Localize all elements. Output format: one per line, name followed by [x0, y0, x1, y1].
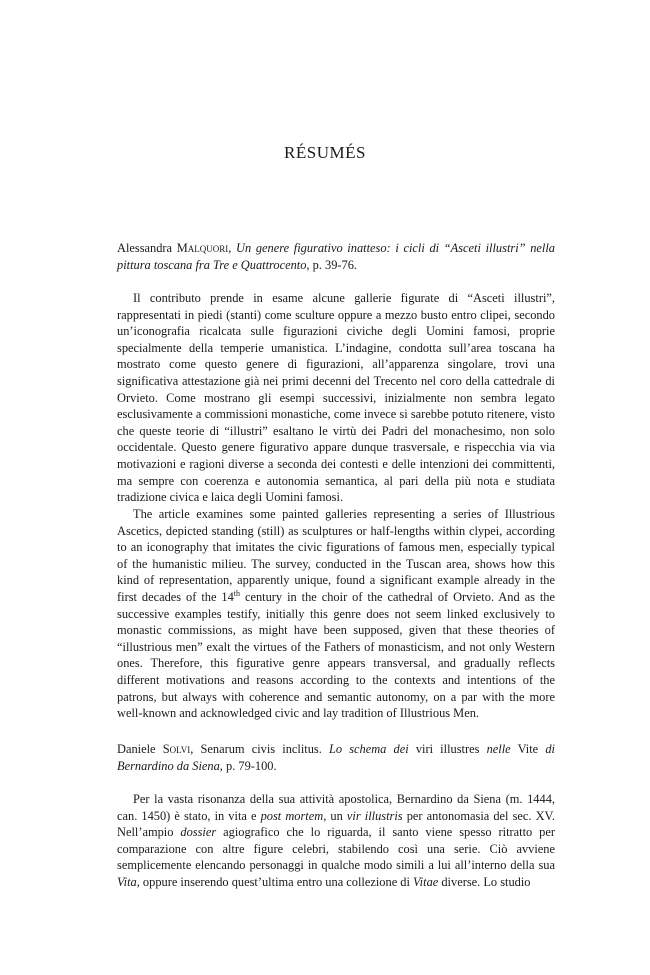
abstract-english-part: century in the choir of the cathedral of Orvieto. And as the successive examples testify, initially this genre does not seem linked exclusively to monastic commissions, as might have been supposed, given that these theories of “illustrious men” exalt the virtues of the Fathers of monasticism, and not only Western ones. Therefore, this figurative genre appears transversal, and gradually reflects different motivations and reasons according to the contexts and intentions of the patrons, but always with coherence and semantic autonomy, on a par with the more well-known and acknowledged civic and lay tradition of Illustrious Men.	[117, 589, 555, 721]
abstract-italic: post mortem	[260, 808, 324, 823]
abstract-english	[117, 506, 555, 722]
abstract-text: diverse. Lo studio	[438, 874, 531, 889]
article-title: Un genere figurativo inatteso: i cicli di “Asceti illustri” nella pittura toscana fra Tre e Quattrocento	[117, 241, 555, 272]
abstract-text: , un	[323, 808, 347, 823]
entry-citation: Alessandra Malquori, Un genere figurativo inatteso: i cicli di “Asceti illustri” nella pittura toscana fra Tre e Quattrocento, p. 39-76.	[117, 241, 555, 272]
section-heading: RÉSUMÉS	[284, 143, 366, 162]
page-range: , p. 39-76.	[306, 257, 358, 272]
author-first-name: Alessandra	[117, 241, 173, 255]
page-range: , p. 79-100.	[219, 758, 277, 773]
abstract-italic: dossier	[180, 825, 217, 840]
abstract-italian	[117, 791, 555, 891]
title-italic: nelle	[486, 742, 511, 756]
author-last-name: Malquori	[176, 241, 229, 255]
abstract-text: per antonomasia del sec. XV. Nell’ampio	[117, 808, 555, 840]
abstract-text: , oppure inserendo quest’ultima entro una collezione di	[136, 874, 414, 889]
abstract-english-part: The article examines some painted galleries representing a series of Illustrious Ascetics, depicted standing (still) as sculptures or half-lengths within clypei, according to an iconography that imitates the civic figurations of famous men, especially typical of the humanistic milieu. The survey, conducted in the Tuscan area, shows how this kind of representation, apparently unique, found a significant example already in the first decades of the 14	[117, 507, 555, 604]
abstract-italic: Vitae	[413, 874, 439, 889]
abstract-text: Per la vasta risonanza della sua attività apostolica, Bernardino da Siena (m. 1444, can. 1450) è stato, in vita e	[117, 792, 555, 823]
title-roman: viri illustres	[408, 742, 487, 756]
abstract-italian: Il contributo prende in esame alcune gallerie figurate di “Asceti illustri”, rappresentati in piedi (stanti) come sculture oppure a mezzo busto entro clipei, secondo un’iconografia ricalcata sulle figurazioni civiche degli Uomini famosi, proprie specialmente della temperie umanistica. L’indagine, condotta sull’area toscana ha mostrato come questo genere di figurazioni, all’apparenza singolare, trovi una significativa attestazione già nei primi decenni del Trecento nel coro della cattedrale di Orvieto. Come mostrano gli esempi successivi, inizialmente non sembra legato esclusivamente a commissioni monastiche, come invece si sarebbe potuto ritenere, visto che queste teorie di “illustri” esaltano le virtù dei Padri del monachesimo, non solo occidentale. Questo genere figurativo appare dunque trasversale, e rispecchia via via motivazioni e ragioni diverse a seconda dei contesti e delle intenzioni dei committenti, ma sempre con coerenza e autonomia semantica, al pari della più nota e studiata tradizione civica e laica degli Uomini famosi.	[117, 291, 555, 505]
title-roman: Senarum civis inclitus	[200, 742, 319, 756]
author-first-name: Daniele	[117, 742, 156, 756]
title-roman: Vite	[510, 742, 546, 756]
ordinal-suffix: th	[233, 588, 241, 598]
title-roman: .	[318, 742, 329, 756]
title-italic: Lo schema dei	[328, 742, 409, 756]
abstract-text: agiografico che lo riguarda, il santo viene spesso ritratto per comparazione con altre figure celebri, stabilendo così una serie. Ciò avviene semplicemente elencando personaggi in qualche modo simili a lui all’interno della sua	[117, 825, 555, 873]
author-last-name: Solvi	[162, 742, 191, 756]
title-italic: di Bernardino da Siena	[117, 742, 555, 773]
abstract-italic: vir illustris	[346, 808, 403, 823]
entry-citation: Daniele Solvi, Senarum civis inclitus. Lo schema dei viri illustres nelle Vite di Bernardino da Siena, p. 79-100.	[117, 742, 555, 773]
abstract-italic: Vita	[117, 874, 137, 889]
